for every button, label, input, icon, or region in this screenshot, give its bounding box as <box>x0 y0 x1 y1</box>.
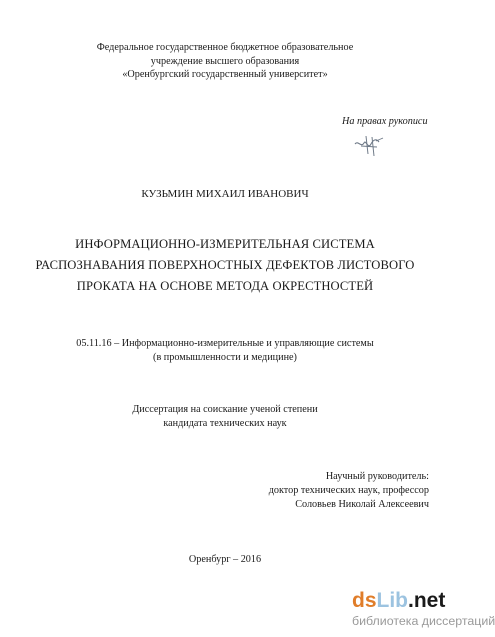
degree-line-2: кандидата технических наук <box>163 418 287 429</box>
supervisor-name: Соловьев Николай Алексеевич <box>295 499 429 510</box>
specialty-line-2: (в промышленности и медицине) <box>153 352 297 363</box>
specialty-line-1: 05.11.16 – Информационно-измерительные и управляющие системы <box>76 338 374 349</box>
institution-line-1: Федеральное государственное бюджетное образовательное <box>96 42 354 53</box>
watermark <box>270 589 495 637</box>
title-line-3: ПРОКАТА НА ОСНОВЕ МЕТОДА ОКРЕСТНОСТЕЙ <box>76 279 374 293</box>
title-line-2: РАСПОЗНАВАНИЯ ПОВЕРХНОСТНЫХ ДЕФЕКТОВ ЛИСТОВОГО <box>35 258 415 272</box>
author-name: КУЗЬМИН МИХАИЛ ИВАНОВИЧ <box>141 188 309 200</box>
watermark-logo: dsLib.net <box>352 589 446 612</box>
signature-icon <box>352 132 386 160</box>
title-line-1: ИНФОРМАЦИОННО-ИЗМЕРИТЕЛЬНАЯ СИСТЕМА <box>75 237 375 251</box>
city-year: Оренбург – 2016 <box>188 554 262 565</box>
supervisor-degree: доктор технических наук, профессор <box>268 485 429 496</box>
watermark-tagline: библиотека диссертаций <box>352 614 495 628</box>
institution-line-2: учреждение высшего образования <box>150 56 300 67</box>
degree-line-1: Диссертация на соискание ученой степени <box>132 404 318 415</box>
institution-line-3: «Оренбургский государственный университет» <box>122 69 328 80</box>
supervisor-label: Научный руководитель: <box>325 471 429 482</box>
manuscript-note: На правах рукописи <box>342 116 428 127</box>
